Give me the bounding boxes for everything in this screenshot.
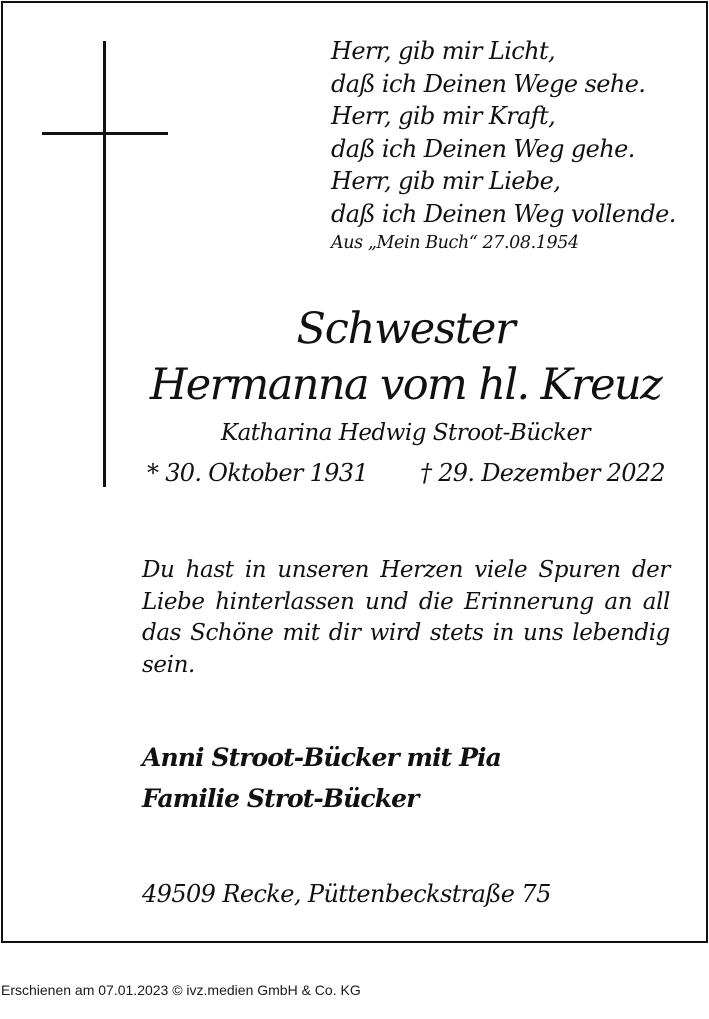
verse-line: sein.: [142, 651, 195, 678]
deceased-name: Hermanna vom hl. Kreuz: [149, 360, 662, 410]
verse-line: Du hast in unseren Herzen viele Spuren der: [142, 557, 670, 583]
poem: [331, 35, 676, 231]
poem-line: Herr, gib mir Licht,: [331, 37, 556, 65]
mourner-name: Anni Stroot-Bücker mit Pia: [142, 743, 501, 772]
cross-icon: [103, 41, 106, 487]
death-date: † 29. Dezember 2022: [420, 459, 665, 487]
mourner-name: Familie Strot-Bücker: [142, 784, 419, 813]
birth-date: * 30. Oktober 1931: [147, 459, 368, 487]
poem-line: daß ich Deinen Weg gehe.: [331, 134, 635, 163]
poem-source: Aus „Mein Buch“ 27.08.1954: [331, 233, 579, 253]
mourner-address: 49509 Recke, Püttenbeckstraße 75: [142, 880, 551, 908]
cross-icon-bar: [42, 132, 168, 135]
poem-line: Herr, gib mir Kraft,: [331, 102, 556, 131]
publication-footer: Erschienen am 07.01.2023 © ivz.medien GmbH & Co. KG: [1, 982, 361, 998]
poem-line: Herr, gib mir Liebe,: [331, 167, 561, 196]
memorial-verse: [142, 555, 670, 681]
deceased-title: Schwester: [296, 304, 515, 354]
verse-line: das Schöne mit dir wird stets in uns lebendig: [142, 620, 670, 646]
deceased-birth-name: Katharina Hedwig Stroot-Bücker: [220, 420, 591, 446]
verse-line: Liebe hinterlassen und die Erinnerung an all: [142, 588, 670, 615]
poem-line: daß ich Deinen Wege sehe.: [331, 69, 646, 98]
poem-line: daß ich Deinen Weg vollende.: [331, 199, 676, 228]
